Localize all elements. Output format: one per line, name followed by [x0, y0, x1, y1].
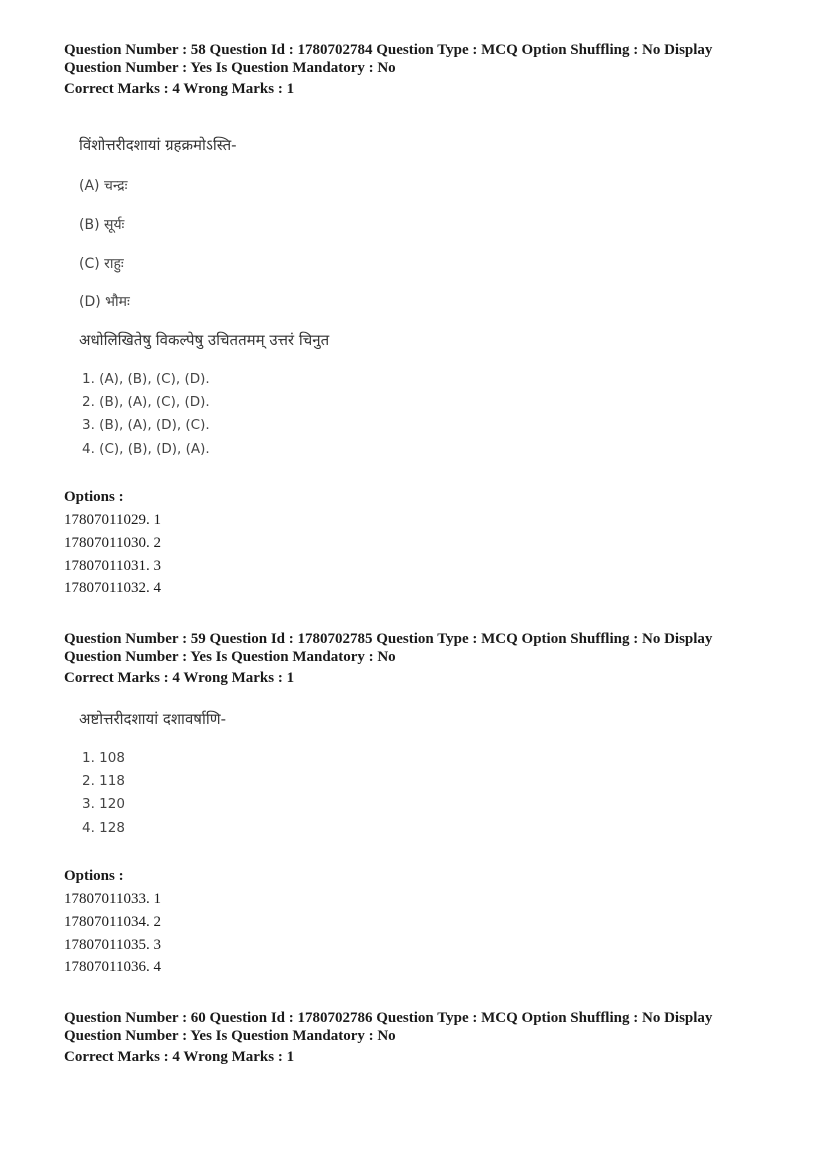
choice-item: (C) राहुः: [79, 256, 124, 272]
question-meta-line: Question Number : 60 Question Id : 1780702786 Question Type : MCQ Option Shuffling : No Display: [64, 1010, 713, 1026]
option-item: 17807011030. 2: [64, 534, 161, 551]
choice-item: (D) भौमः: [79, 294, 130, 310]
choice-item: (B) सूर्यः: [79, 217, 125, 233]
instruction-text: अधोलिखितेषु विकल्पेषु उचिततमम् उत्तरं चिनुत: [79, 331, 330, 349]
question-text: अष्टोत्तरीदशायां दशावर्षाणि-: [79, 710, 226, 728]
alternative-item: 3. (B), (A), (D), (C).: [82, 417, 210, 434]
options-list: [64, 888, 161, 979]
marks-line: Correct Marks : 4 Wrong Marks : 1: [64, 670, 295, 686]
question-meta-line: Question Number : Yes Is Question Mandatory : No: [64, 1027, 396, 1044]
alternative-item: 2. (B), (A), (C), (D).: [82, 394, 210, 411]
alternative-item: 3. 120: [82, 796, 125, 813]
alternative-item: 4. 128: [82, 819, 125, 836]
option-item: 17807011029. 1: [64, 512, 161, 528]
alternative-item: 2. 118: [82, 773, 125, 790]
alternatives-list: [82, 747, 125, 840]
choice-item: (A) चन्द्रः: [79, 178, 128, 194]
marks-line: Correct Marks : 4 Wrong Marks : 1: [64, 81, 295, 97]
options-label: Options :: [64, 868, 124, 884]
option-item: 17807011032. 4: [64, 580, 161, 597]
option-item: 17807011031. 3: [64, 557, 161, 574]
question-text: विंशोत्तरीदशायां ग्रहक्रमोऽस्ति-: [79, 136, 237, 154]
marks-line: Correct Marks : 4 Wrong Marks : 1: [64, 1049, 295, 1065]
option-item: 17807011035. 3: [64, 936, 161, 953]
option-item: 17807011034. 2: [64, 913, 161, 930]
question-meta-line: Question Number : Yes Is Question Mandatory : No: [64, 648, 396, 665]
question-header-60: [64, 1010, 764, 1067]
question-meta-line: Question Number : 58 Question Id : 1780702784 Question Type : MCQ Option Shuffling : No Display: [64, 42, 713, 58]
option-item: 17807011036. 4: [64, 959, 161, 976]
question-body-59: [64, 0, 764, 1000]
question-meta-line: Question Number : 59 Question Id : 1780702785 Question Type : MCQ Option Shuffling : No Display: [64, 631, 713, 647]
alternative-item: 1. 108: [82, 750, 125, 766]
options-label: Options :: [64, 489, 124, 505]
question-meta-line: Question Number : Yes Is Question Mandatory : No: [64, 59, 396, 76]
alternative-item: 4. (C), (B), (D), (A).: [82, 440, 210, 457]
alternative-item: 1. (A), (B), (C), (D).: [82, 371, 210, 387]
option-item: 17807011033. 1: [64, 891, 161, 907]
